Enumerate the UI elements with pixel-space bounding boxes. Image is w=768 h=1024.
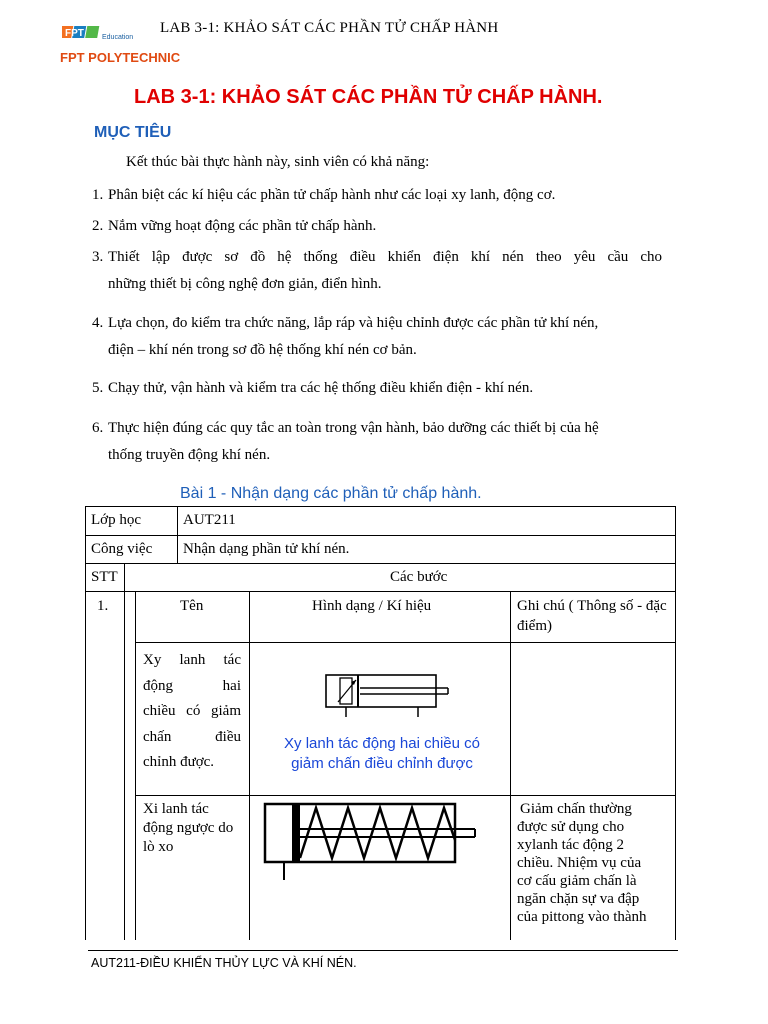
col-note-header: Ghi chú ( Thông số - đặc điểm) (517, 598, 667, 634)
logo-main-text: FPT (65, 28, 84, 39)
row-1-shape-caption (262, 734, 502, 774)
objective-item-1 (92, 185, 662, 205)
steps-header: Các bước (390, 569, 448, 585)
caption-line: giảm chấn điều chỉnh được (291, 755, 473, 772)
note-line: ngăn chặn sự va đập (517, 891, 640, 907)
row-1-name (143, 648, 241, 776)
name-line: chỉnh được. (143, 754, 215, 770)
note-line: xylanh tác động 2 (517, 837, 625, 853)
objective-text: Lựa chọn, đo kiểm tra chức năng, lắp ráp và hiệu chỉnh được các phần tử khí nén, (108, 315, 599, 331)
objective-number: 4. (92, 315, 104, 331)
objective-item-2 (92, 216, 662, 236)
note-line: cơ cấu giảm chấn là (517, 873, 637, 889)
footer-divider (88, 950, 678, 951)
note-line: Giảm chấn thường (520, 801, 632, 817)
stt-header: STT (91, 569, 118, 585)
name-line: Xy lanh tác (143, 652, 241, 668)
objective-text-continued: những thiết bị công nghệ đơn giản, điển hình. (108, 276, 382, 292)
org-name: FPT POLYTECHNIC (60, 50, 181, 65)
objectives-heading: MỤC TIÊU (94, 124, 172, 141)
note-line: được sử dụng cho (517, 819, 625, 835)
class-value: AUT211 (183, 512, 236, 528)
col-name-header: Tên (180, 598, 204, 614)
single-acting-spring-return-cylinder-symbol (260, 800, 510, 885)
fpt-education-logo (62, 22, 142, 52)
class-label: Lớp học (91, 512, 142, 528)
name-line: Xi lanh tác (143, 801, 209, 817)
objective-item-6 (92, 418, 662, 465)
header-title: LAB 3-1: KHẢO SÁT CÁC PHẦN TỬ CHẤP HÀNH (160, 20, 499, 36)
name-line: động hai (143, 677, 241, 694)
objective-text: Phân biệt các kí hiệu các phần tử chấp hành như các loại xy lanh, động cơ. (108, 187, 556, 203)
objective-number: 6. (92, 420, 104, 436)
objective-text-continued: thống truyền động khí nén. (108, 447, 271, 463)
objective-item-5 (92, 378, 662, 398)
row-2-name (143, 800, 247, 857)
caption-line: Xy lanh tác động hai chiều có (284, 735, 480, 752)
task-value: Nhận dạng phần tử khí nén. (183, 541, 350, 557)
double-acting-cylinder-cushion-symbol (318, 670, 458, 720)
name-line: động ngược do (143, 820, 234, 836)
objective-number: 3. (92, 249, 104, 265)
note-line: chiều. Nhiệm vụ của (517, 855, 642, 871)
row-2-note (517, 800, 672, 926)
note-line: của pittong vào thành (517, 909, 647, 925)
objective-text: Thiết lập được sơ đồ hệ thống điều khiển điện khí nén theo yêu cầu cho (108, 249, 662, 265)
footer-text: AUT211-ĐIỀU KHIỂN THỦY LỰC VÀ KHÍ NÉN. (91, 956, 357, 970)
exercise-title: Bài 1 - Nhận dạng các phần tử chấp hành. (180, 485, 482, 502)
objective-text-continued: điện – khí nén trong sơ đồ hệ thống khí nén cơ bản. (108, 342, 417, 358)
objective-item-4 (92, 313, 662, 360)
objective-number: 5. (92, 380, 104, 396)
name-line: lò xo (143, 839, 174, 855)
row-number: 1. (97, 598, 109, 614)
col-shape-header: Hình dạng / Kí hiệu (312, 598, 432, 614)
objective-item-3 (92, 247, 662, 294)
objective-text: Thực hiện đúng các quy tắc an toàn trong vận hành, bảo dưỡng các thiết bị của hệ (108, 420, 599, 436)
objective-text: Chạy thử, vận hành và kiểm tra các hệ thống điều khiển điện - khí nén. (108, 380, 534, 396)
objective-number: 1. (92, 187, 104, 203)
logo-sub-text: Education (102, 34, 134, 41)
task-label: Công việc (91, 541, 153, 557)
objective-text: Nắm vững hoạt động các phần tử chấp hành. (108, 218, 377, 234)
name-line: chiều có giảm (143, 703, 241, 719)
name-line: chấn điều (143, 728, 241, 745)
page-title: LAB 3-1: KHẢO SÁT CÁC PHẦN TỬ CHẤP HÀNH. (134, 86, 603, 108)
objective-number: 2. (92, 218, 104, 234)
objectives-intro: Kết thúc bài thực hành này, sinh viên có khả năng: (126, 154, 430, 170)
